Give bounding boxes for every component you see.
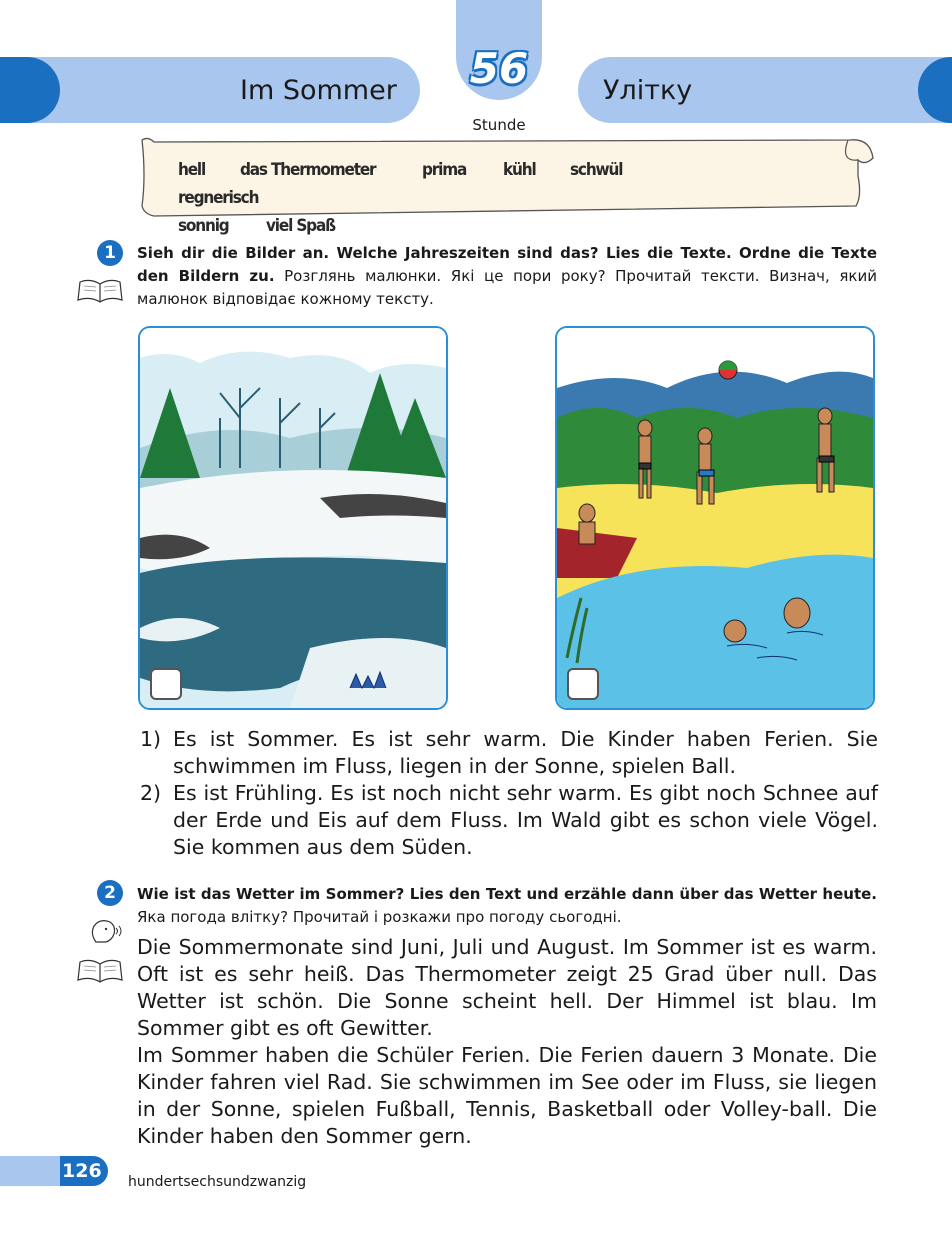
answer-checkbox[interactable] bbox=[150, 668, 182, 700]
exercise1-instruction bbox=[137, 242, 877, 311]
vocab-word: hell bbox=[178, 160, 206, 180]
vocab-word: prima bbox=[421, 160, 467, 180]
spring-landscape-illustration bbox=[140, 328, 446, 708]
vocab-word: sonnig bbox=[178, 216, 229, 236]
summer-beach-illustration bbox=[557, 328, 873, 708]
exercise2-instruction bbox=[137, 883, 877, 929]
vocabulary-list bbox=[178, 156, 738, 240]
reading-paragraph-1: Die Sommermonate sind Juni, Juli und August. Im Sommer ist es warm. Oft ist es sehr heiß. Das Thermometer zeigt 25 Grad über null. Das Wetter ist schön. Die Sonne scheint hell. Der Himmel ist blau. Im Sommer gibt es oft Gewitter. bbox=[137, 935, 877, 1040]
page-number: 126 bbox=[62, 1160, 102, 1182]
vocab-word: das Thermometer bbox=[239, 160, 376, 180]
instruction-german: Wie ist das Wetter im Sommer? Lies den Text und erzähle dann über das Wetter heute. bbox=[137, 885, 877, 903]
lesson-number: 56 bbox=[469, 44, 529, 93]
text-item-number: 1) bbox=[140, 727, 162, 751]
open-book-icon bbox=[76, 276, 124, 304]
page-number-bar-light bbox=[0, 1156, 60, 1186]
page-title-ukrainian: Улітку bbox=[603, 75, 693, 106]
vocab-word: schwül bbox=[570, 160, 623, 180]
open-book-icon bbox=[76, 956, 124, 984]
vocab-word: regnerisch bbox=[178, 188, 259, 208]
speaking-head-icon bbox=[88, 916, 122, 946]
summer-picture bbox=[555, 326, 875, 710]
lesson-label: Stunde bbox=[472, 116, 526, 134]
text-item-number: 2) bbox=[140, 781, 162, 805]
text-item-body: Es ist Sommer. Es ist sehr warm. Die Kinder haben Ferien. Sie schwimmen im Fluss, liegen in der Sonne, spielen Ball. bbox=[173, 727, 878, 778]
instruction-ukrainian: Розглянь малюнки. Які це пори року? Прочитай тексти. Визнач, який малюнок відповідає кожному тексту. bbox=[137, 267, 877, 308]
reading-paragraph-2: Im Sommer haben die Schüler Ferien. Die Ferien dauern 3 Monate. Die Kinder fahren viel Rad. Sie schwimmen im See oder im Fluss, sie liegen in der Sonne, spielen Fußball, Tennis, Basketball oder Volley-ball. Die Kinder haben den Sommer gern. bbox=[137, 1043, 877, 1148]
text-item-2 bbox=[140, 780, 878, 861]
text-item-1 bbox=[140, 726, 878, 780]
vocab-word: kühl bbox=[502, 160, 536, 180]
instruction-ukrainian: Яка погода влітку? Прочитай і розкажи про погоду сьогодні. bbox=[137, 908, 622, 926]
answer-checkbox[interactable] bbox=[567, 668, 599, 700]
instruction-german: Sieh dir die Bilder an. Welche Jahreszeiten sind das? Lies die Texte. Ordne die Texte den Bildern zu. bbox=[137, 244, 877, 285]
page-number-word: hundertsechsundzwanzig bbox=[128, 1174, 307, 1190]
text-item-body: Es ist Frühling. Es ist noch nicht sehr warm. Es gibt noch Schnee auf der Erde und Eis auf dem Fluss. Im Wald gibt es schon viele Vögel. Sie kommen aus dem Süden. bbox=[173, 781, 878, 859]
spring-picture bbox=[138, 326, 448, 710]
exercise-number: 2 bbox=[97, 880, 123, 906]
exercise-number: 1 bbox=[97, 240, 123, 266]
page-title-german: Im Sommer bbox=[240, 75, 397, 106]
vocab-word: viel Spaß bbox=[265, 216, 335, 236]
